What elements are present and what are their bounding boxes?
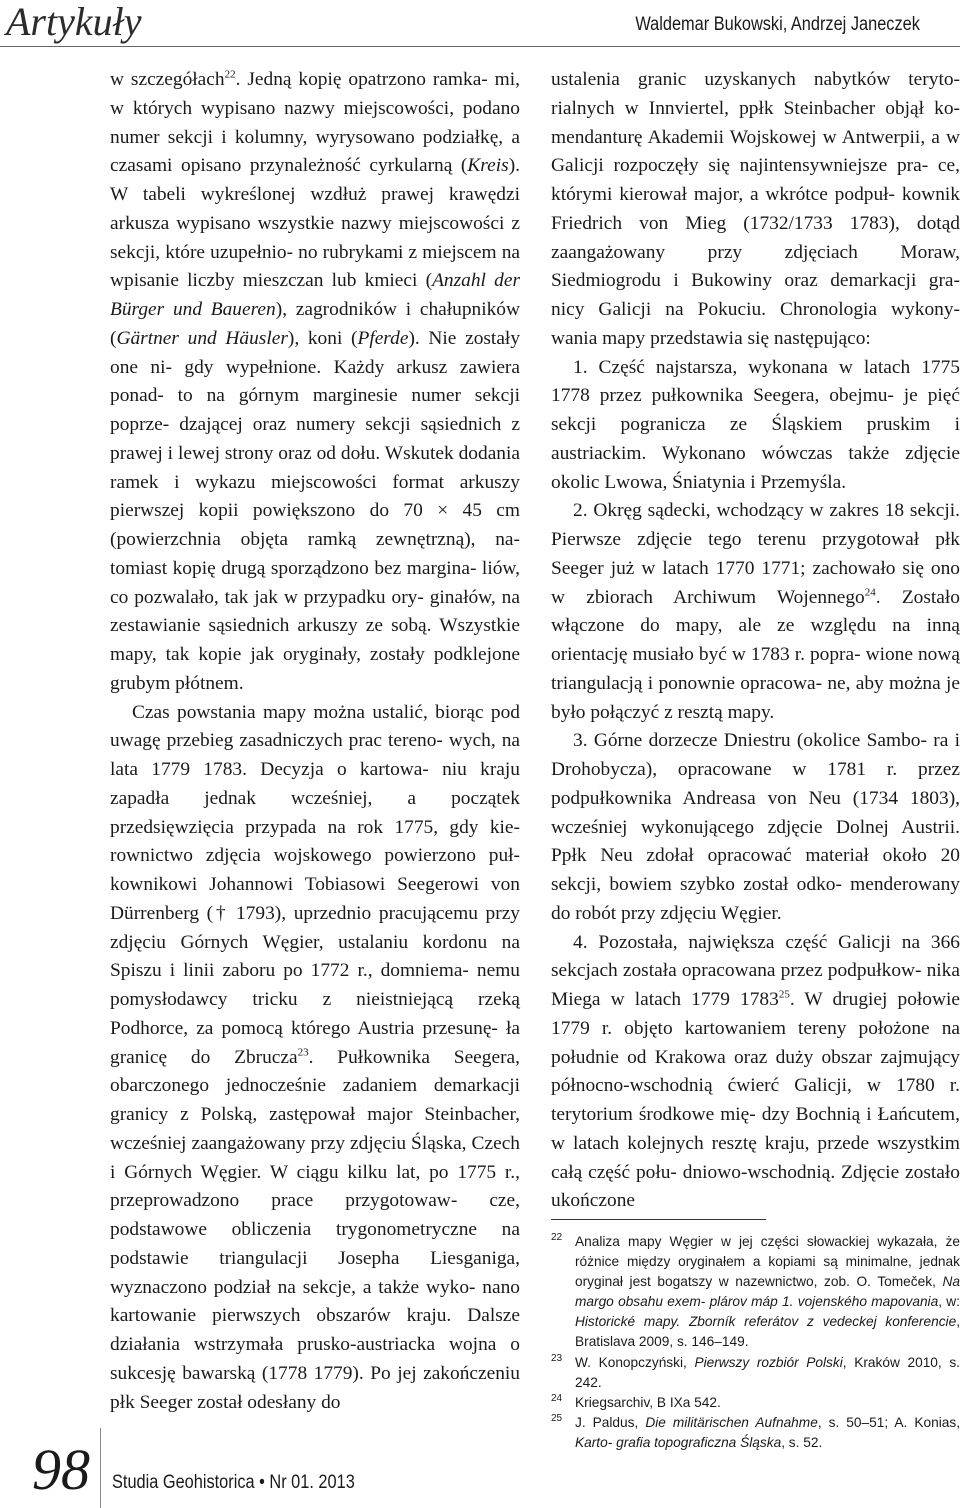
right-paragraph-1: ustalenia granic uzyskanych nabytków teryto- rialnych w Innviertel, ppłk Steinbacher objął ko- mendanturę Akademii Wojskowej w Antwerpii, a w Galicji rozpoczęły się najintensywniejsze pra- ce, którymi kierował major, a wkrótce podpuł- kownik Friedrich von Mieg (1732/1733 1783), dotąd zaangażowany przy zdjęciach Moraw, Siedmiogrodu i Bukowiny oraz demarkacji gra- nicy Galicji na Pokuciu. Chronologia wykony- wania mapy przedstawia się następująco: xyxy=(551,69,960,349)
footnote-ref-24[interactable]: 24 xyxy=(864,586,876,599)
running-head-authors: Waldemar Bukowski, Andrzej Janeczek xyxy=(635,14,920,35)
list-item-2: 2. Okręg sądecki, wchodzący w zakres 18 sekcji. Pierwsze zdjęcie tego terenu przygotował płk Seeger już w latach 1770 1771; zachowało się ono w zbiorach Archiwum Wojennego$^{24}$. Zostało włączone do mapy, ale ze względu na inną orientację musiało być w 1783 r. popra- wione nową triangulacją i ponownie opracowa- ne, aby można je było połączyć z resztą mapy. xyxy=(551,500,960,723)
footnote-rule xyxy=(551,1219,766,1220)
section-label: Artykuły xyxy=(6,0,142,44)
header-rule xyxy=(0,46,960,47)
footnote-number: 24 xyxy=(551,1392,563,1404)
footnote-ref-22[interactable]: 22 xyxy=(224,68,236,81)
left-paragraph-2: Czas powstania mapy można ustalić, biorąc pod uwagę przebieg zasadniczych prac tereno- wych, na lata 1779 1783. Decyzja o kartowa- niu kraju zapadła jednak wcześniej, a początek przedsięwzięcia przypada na rok 1775, gdy kie- rownictwo zdjęcia wojskowego powierzono puł- kownikowi Johannowi Tobiasowi Seegerowi von Dürrenberg († 1793), uprzednio pracującemu przy zdjęciu Górnych Węgier, ustalaniu kordonu na Spiszu i linii zaboru po 1772 r., domniema- nemu pomysłodawcy tricku z nieistniejącą rzeką Podhorce, za pomocą którego Austria przesunę- ła granicę do Zbrucza$^{23}$. Pułkownika Seegera, obarczonego jednocześnie zadaniem demarkacji granicy z Polską, zastępował major Steinbacher, wcześniej zaangażowany przy zdjęciu Śląska, Czech i Górnych Węgier. W ciągu kilku lat, po 1775 r., przeprowadzono prace przygotowaw- cze, podstawowe obliczenia trygonometryczne na podstawie triangulacji Josepha Liesganiga, wyznaczono podział na sekcje, a także wyko- nano kartowanie pierwszych obszarów kraju. Dalsze działania wstrzymała prusko-austriacka wojna o sukcesję bawarską (1778 1779). Po jej zakończeniu płk Seeger został odesłany do xyxy=(110,701,520,1413)
right-column xyxy=(551,66,960,1216)
footnote-23: 23 W. Konopczyński, Pierwszy rozbiór Polski, Kraków 2010, s. 242. xyxy=(551,1353,960,1393)
list-item-4: 4. Pozostała, największa część Galicji na 366 sekcjach została opracowana przez podpułkow- nika Miega w latach 1779 1783$^{25}$. W drugiej połowie 1779 r. objęto kartowaniem tereny położone na południe od Krakowa oraz duży obszar zajmujący północno-wschodnią ćwierć Galicji, w 1780 r. terytorium środkowe mię- dzy Bochnią i Łańcutem, w latach kolejnych resztę kraju, przede wszystkim całą część połu- dniowo-wschodnią. Zdjęcie zostało ukończone xyxy=(551,931,960,1212)
footer-side-rule xyxy=(100,1428,101,1508)
list-item-1: 1. Część najstarsza, wykonana w latach 1775 1778 przez pułkownika Seegera, obejmu- je pięć sekcji pogranicza ze Śląskiem pruskim i austriackim. Wykonano wówczas także zdjęcie okolic Lwowa, Śniatynia i Przemyśla. xyxy=(551,356,960,493)
journal-name: Studia Geohistorica • Nr 01. 2013 xyxy=(112,1472,355,1493)
footnote-ref-23[interactable]: 23 xyxy=(297,1046,309,1059)
left-paragraph-1: w szczegółach$^{22}$. Jedną kopię opatrzono ramka- mi, w których wypisano nazwy miejscowości, podano numer sekcji i kolumny, wyrysowano podziałkę, a czasami opisano przynależność cyrkularną (Kreis). W tabeli wykreślonej wzdłuż prawej krawędzi arkusza wypisano wszystkie nazwy miejscowości z sekcji, które uzupełnio- no rubrykami z miejscem na wpisanie liczby mieszczan lub kmieci (Anzahl der Bürger und Baueren), zagrodników i chałupników (Gärtner und Häusler), koni (Pferde). Nie zostały one ni- gdy wypełnione. Każdy arkusz zawiera ponad- to na górnym marginesie numer sekcji poprze- dzającej oraz numery sekcji sąsiednich z prawej i lewej strony oraz od dołu. Wskutek dodania ramek i wykazu miejscowości format arkuszy pierwszej kopii powiększono do 70 × 45 cm (powierzchnia objęta ramką zewnętrzną), na- tomiast kopię drugą sporządzono bez margina- liów, co pozwalało, tak jak w przypadku ory- ginałów, na zestawianie sąsiednich arkuszy ze sobą. Wszystkie mapy, tak kopie jak oryginały, zostały podklejone grubym płótnem. xyxy=(110,68,521,694)
footnote-number: 25 xyxy=(551,1412,563,1424)
footnote-number: 23 xyxy=(551,1352,563,1364)
footnote-number: 22 xyxy=(551,1232,563,1243)
list-item-3: 3. Górne dorzecze Dniestru (okolice Sambo- ra i Drohobycza), opracowane w 1781 r. przez podpułkownika Andreasa von Neu (1734 1803), wcześniej wykonującego zdjęcie Dolnej Austrii. Ppłk Neu zdołał opracować materiał około 20 sekcji, bowiem szybko został odko- menderowany do robót przy zdjęciu Węgier. xyxy=(551,730,960,924)
left-column xyxy=(110,66,520,1417)
footnotes xyxy=(551,1232,960,1453)
footnote-24: 24 Kriegsarchiv, B IXa 542. xyxy=(551,1393,960,1413)
footnote-ref-25[interactable]: 25 xyxy=(778,988,790,1001)
footnote-22: 22 Analiza mapy Węgier w jej części słowackiej wykazała, że różnice między oryginałem a kopiami są minimalne, jednak oryginał jest bogatszy w nazewnictwo, zob. O. Tomeček, Na margo obsahu exem- plárov máp 1. vojenského mapovania, w: Historické mapy. Zborník referátov z vedeckej konferencie, Bratislava 2009, s. 146–149. xyxy=(551,1232,960,1353)
page-number: 98 xyxy=(32,1437,90,1502)
footnote-25: 25 J. Paldus, Die militärischen Aufnahme, s. 50–51; A. Konias, Karto- grafia topograficzna Śląska, s. 52. xyxy=(551,1413,960,1453)
